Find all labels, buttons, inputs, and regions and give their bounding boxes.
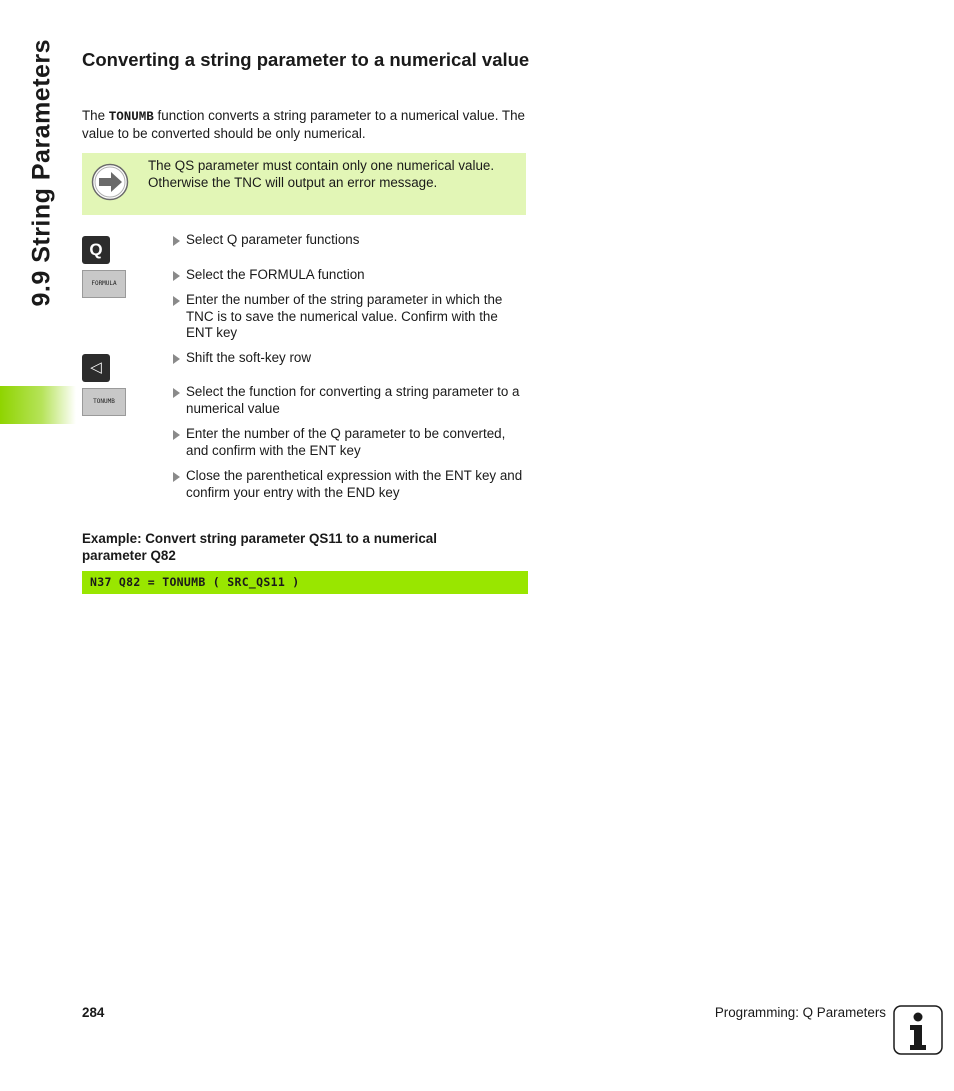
bullet-triangle-icon <box>173 388 180 398</box>
page-number: 284 <box>82 1005 105 1020</box>
step-item <box>173 426 525 459</box>
q-key[interactable]: Q <box>82 236 110 264</box>
bullet-triangle-icon <box>173 354 180 364</box>
step-item <box>173 267 525 284</box>
step-text: Enter the number of the string parameter in which the TNC is to save the numerical value. Confirm with the ENT key <box>186 292 503 340</box>
intro-code-term: TONUMB <box>108 110 154 124</box>
step-text: Select Q parameter functions <box>186 232 360 247</box>
step-item <box>173 384 525 417</box>
intro-paragraph <box>82 108 532 142</box>
step-item <box>173 350 525 367</box>
step-item <box>173 232 525 249</box>
step-text: Enter the number of the Q parameter to be converted, and confirm with the ENT key <box>186 426 506 458</box>
step-text: Shift the soft-key row <box>186 350 312 365</box>
formula-softkey[interactable]: FORMULA <box>82 270 126 298</box>
step-text: Select the FORMULA function <box>186 267 365 282</box>
step-item <box>173 292 525 342</box>
chapter-tab-marker <box>0 386 76 424</box>
bullet-triangle-icon <box>173 271 180 281</box>
chapter-side-title <box>22 38 62 322</box>
info-icon <box>893 1005 943 1055</box>
step-text: Select the function for converting a string parameter to a numerical value <box>186 384 520 416</box>
example-code-block <box>82 571 528 594</box>
bullet-triangle-icon <box>173 472 180 482</box>
bullet-triangle-icon <box>173 430 180 440</box>
shift-softkey-row-key[interactable]: ◁ <box>82 354 110 382</box>
intro-text-before: The <box>82 108 109 123</box>
arrow-right-icon <box>91 163 129 201</box>
bullet-triangle-icon <box>173 236 180 246</box>
tonumb-softkey[interactable]: TONUMB <box>82 388 126 416</box>
footer-chapter: Programming: Q Parameters <box>714 1005 886 1020</box>
step-text: Close the parenthetical expression with the ENT key and confirm your entry with the END key <box>186 468 523 500</box>
note-text: The QS parameter must contain only one numerical value. Otherwise the TNC will output an error message. <box>148 158 495 190</box>
intro-text-after: function converts a string parameter to a numerical value. The value to be converted should be only numerical. <box>82 108 525 141</box>
chapter-side-title-text: 9.9 String Parameters <box>27 38 56 307</box>
step-item <box>173 468 525 501</box>
bullet-triangle-icon <box>173 296 180 306</box>
section-title: Converting a string parameter to a numerical value <box>82 49 530 70</box>
example-code-line: N37 Q82 = TONUMB ( SRC_QS11 ) <box>90 575 300 589</box>
example-title: Example: Convert string parameter QS11 to a numerical parameter Q82 <box>82 531 437 563</box>
note-box <box>82 153 526 215</box>
